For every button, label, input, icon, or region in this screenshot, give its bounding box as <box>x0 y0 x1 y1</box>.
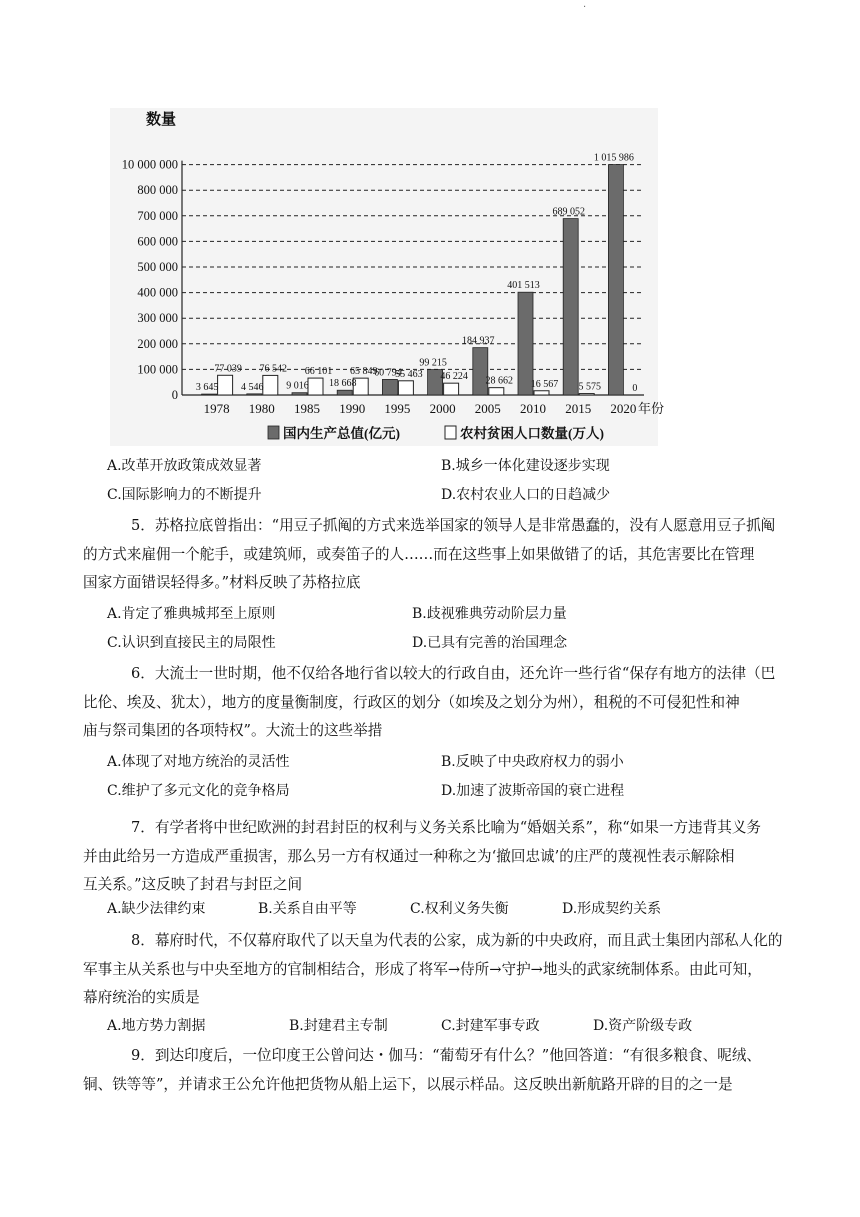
x-tick-label: 1978 <box>203 401 230 416</box>
q8-line1: 8．幕府时代，不仅幕府取代了以天皇为代表的公家，成为新的中央政府，而且武士集团内部私人化的 <box>131 932 783 949</box>
q7-line1: 7．有学者将中世纪欧洲的封君封臣的权利与义务关系比喻为“婚姻关系”，称“如果一方违背其义务 <box>131 819 762 836</box>
q8-line2: 军事主从关系也与中央至地方的官制相结合，形成了将军→侍所→守护→地头的武家统制体系。由此可知， <box>83 960 762 978</box>
data-label-poverty: 55 463 <box>395 368 423 380</box>
data-label-gdp: 99 215 <box>419 357 447 369</box>
bar-poverty <box>263 375 278 395</box>
bar-poverty <box>489 388 504 395</box>
bar-gdp <box>608 165 623 395</box>
y-tick-label: 300 000 <box>137 311 178 326</box>
q4-option-b[interactable]: B.城乡一体化建设逐步实现 <box>441 458 610 474</box>
q9-stem <box>83 1042 787 1099</box>
bar-gdp <box>382 379 397 395</box>
data-label-gdp: 9 016 <box>286 380 309 392</box>
data-label-gdp: 4 546 <box>241 381 264 393</box>
bar-chart-svg <box>110 108 665 446</box>
q4-option-d[interactable]: D.农村农业人口的日趋减少 <box>441 487 611 503</box>
q7-line3: 互关系。”这反映了封君与封臣之间 <box>83 876 303 893</box>
bar-gdp <box>202 394 217 395</box>
q5-option-a[interactable]: A.肯定了雅典城邦至上原则 <box>107 606 276 622</box>
data-label-poverty: 28 662 <box>485 375 514 387</box>
y-tick-label: 0 <box>171 388 178 402</box>
bar-gdp <box>473 348 488 395</box>
legend-swatch-poverty <box>445 426 456 439</box>
q4-option-a[interactable]: A.改革开放政策成效显著 <box>107 458 262 474</box>
data-label-gdp: 18 668 <box>328 378 357 390</box>
data-label-gdp: 184 937 <box>462 335 495 347</box>
q8-stem <box>83 927 787 1013</box>
data-label-gdp: 3 645 <box>195 382 219 394</box>
q7-line2: 并由此给另一方造成严重损害，那么另一方有权通过一种称之为‘撤回忠诚’的庄严的蔑视性表示解除相 <box>83 847 735 865</box>
q5-line3: 国家方面错误轻得多。”材料反映了苏格拉底 <box>83 574 361 591</box>
q4-option-c[interactable]: C.国际影响力的不断提升 <box>107 487 262 503</box>
q8-option-d[interactable]: D.资产阶级专政 <box>593 1018 693 1034</box>
y-tick-label: 100 000 <box>137 362 178 377</box>
bar-poverty <box>398 381 413 395</box>
data-label-gdp: 689 052 <box>552 206 585 218</box>
q6-option-d[interactable]: D.加速了波斯帝国的衰亡进程 <box>441 783 625 799</box>
q8-line3: 幕府统治的实质是 <box>83 989 200 1006</box>
bar-poverty <box>444 383 459 395</box>
q6-option-a[interactable]: A.体现了对地方统治的灵活性 <box>107 754 290 770</box>
x-tick-label: 2000 <box>429 401 456 416</box>
data-label-gdp: 1 015 986 <box>593 152 634 164</box>
bar-chart <box>110 108 665 446</box>
y-tick-label: 200 000 <box>137 336 178 351</box>
legend-label-gdp: 国内生产总值(亿元) <box>283 426 400 441</box>
bar-poverty <box>579 394 594 395</box>
q9-line2: 铜、铁等等”，并请求王公允许他把货物从船上运下，以展示样品。这反映出新航路开辟的目的之一是 <box>83 1075 733 1093</box>
q6-line2: 比伦、埃及、犹太），地方的度量衡制度，行政区的划分（如埃及之划分为州），租税的不可侵犯性和神 <box>83 693 740 711</box>
y-tick-label: 800 000 <box>137 183 178 198</box>
data-label-gdp: 401 513 <box>507 280 540 292</box>
bar-poverty <box>534 391 549 395</box>
bar-poverty <box>308 378 323 395</box>
q9-line1: 9．到达印度后，一位印度王公曾问达・伽马：“葡萄牙有什么？”他回答道：“有很多粮食、呢绒、 <box>131 1047 762 1064</box>
q6-line3: 庙与祭司集团的各项特权”。大流士的这些举措 <box>83 722 383 739</box>
y-tick-label: 600 000 <box>137 234 178 249</box>
y-tick-label: 500 000 <box>137 260 178 274</box>
x-tick-label: 1990 <box>339 401 366 416</box>
q5-option-c[interactable]: C.认识到直接民主的局限性 <box>107 635 276 651</box>
x-axis-suffix: 年份 <box>638 401 665 416</box>
q8-option-a[interactable]: A.地方势力割据 <box>107 1018 206 1034</box>
q7-option-b[interactable]: B.关系自由平等 <box>258 901 357 917</box>
data-label-poverty: 5 575 <box>578 381 601 393</box>
x-tick-label: 2005 <box>474 401 501 416</box>
data-label-gdp: 60 794 <box>374 367 402 379</box>
bar-poverty <box>218 375 233 395</box>
data-label-poverty: 65 849 <box>349 366 378 378</box>
legend-label-poverty: 农村贫困人口数量(万人) <box>460 426 604 441</box>
q6-option-b[interactable]: B.反映了中央政府权力的弱小 <box>441 754 624 770</box>
data-label-poverty: 77 039 <box>214 363 242 375</box>
y-axis-title: 数量 <box>146 112 177 128</box>
q5-stem <box>83 512 787 598</box>
x-tick-label: 1980 <box>248 401 275 416</box>
data-label-poverty: 16 567 <box>530 378 559 390</box>
legend-swatch-gdp <box>268 426 279 439</box>
q5-line1: 5．苏格拉底曾指出：“用豆子抓阄的方式来选举国家的领导人是非常愚蠢的，没有人愿意用豆子抓阄 <box>131 517 776 534</box>
q8-option-b[interactable]: B.封建君主专制 <box>289 1018 388 1034</box>
bar-gdp <box>337 390 352 395</box>
bar-gdp <box>563 219 578 395</box>
q5-line2: 的方式来雇佣一个舵手，或建筑师，或奏笛子的人……而在这些事上如果做错了的话，其危害要比在管理 <box>83 545 755 563</box>
x-tick-label: 1985 <box>294 401 320 416</box>
y-tick-label: 10 000 000 <box>121 157 178 172</box>
x-tick-label: 1995 <box>384 401 411 416</box>
q6-option-c[interactable]: C.维护了多元文化的竞争格局 <box>107 783 290 799</box>
data-label-poverty: 76 542 <box>259 363 288 375</box>
bar-gdp <box>247 394 262 395</box>
y-tick-label: 400 000 <box>137 285 178 300</box>
q8-option-c[interactable]: C.封建军事专政 <box>441 1018 540 1034</box>
q6-stem <box>83 660 787 746</box>
x-tick-label: 2015 <box>565 401 592 416</box>
x-tick-label: 2020 <box>610 401 637 416</box>
q7-option-c[interactable]: C.权利义务失衡 <box>410 901 509 917</box>
data-label-poverty: 46 224 <box>440 371 468 383</box>
q7-stem <box>83 814 787 900</box>
q6-line1: 6．大流士一世时期，他不仅给各地行省以较大的行政自由，还允许一些行省“保存有地方的法律（巴 <box>131 665 776 682</box>
x-tick-label: 2010 <box>520 401 546 416</box>
header-mark: · <box>583 2 587 13</box>
q5-option-d[interactable]: D.已具有完善的治国理念 <box>412 635 568 651</box>
bar-gdp <box>292 393 307 395</box>
data-label-poverty: 66 101 <box>304 366 333 378</box>
y-tick-label: 700 000 <box>137 208 178 223</box>
q5-option-b[interactable]: B.歧视雅典劳动阶层力量 <box>412 606 567 622</box>
q7-option-d[interactable]: D.形成契约关系 <box>562 901 662 917</box>
data-label-poverty: 0 <box>632 383 638 394</box>
q7-option-a[interactable]: A.缺少法律约束 <box>107 901 206 917</box>
